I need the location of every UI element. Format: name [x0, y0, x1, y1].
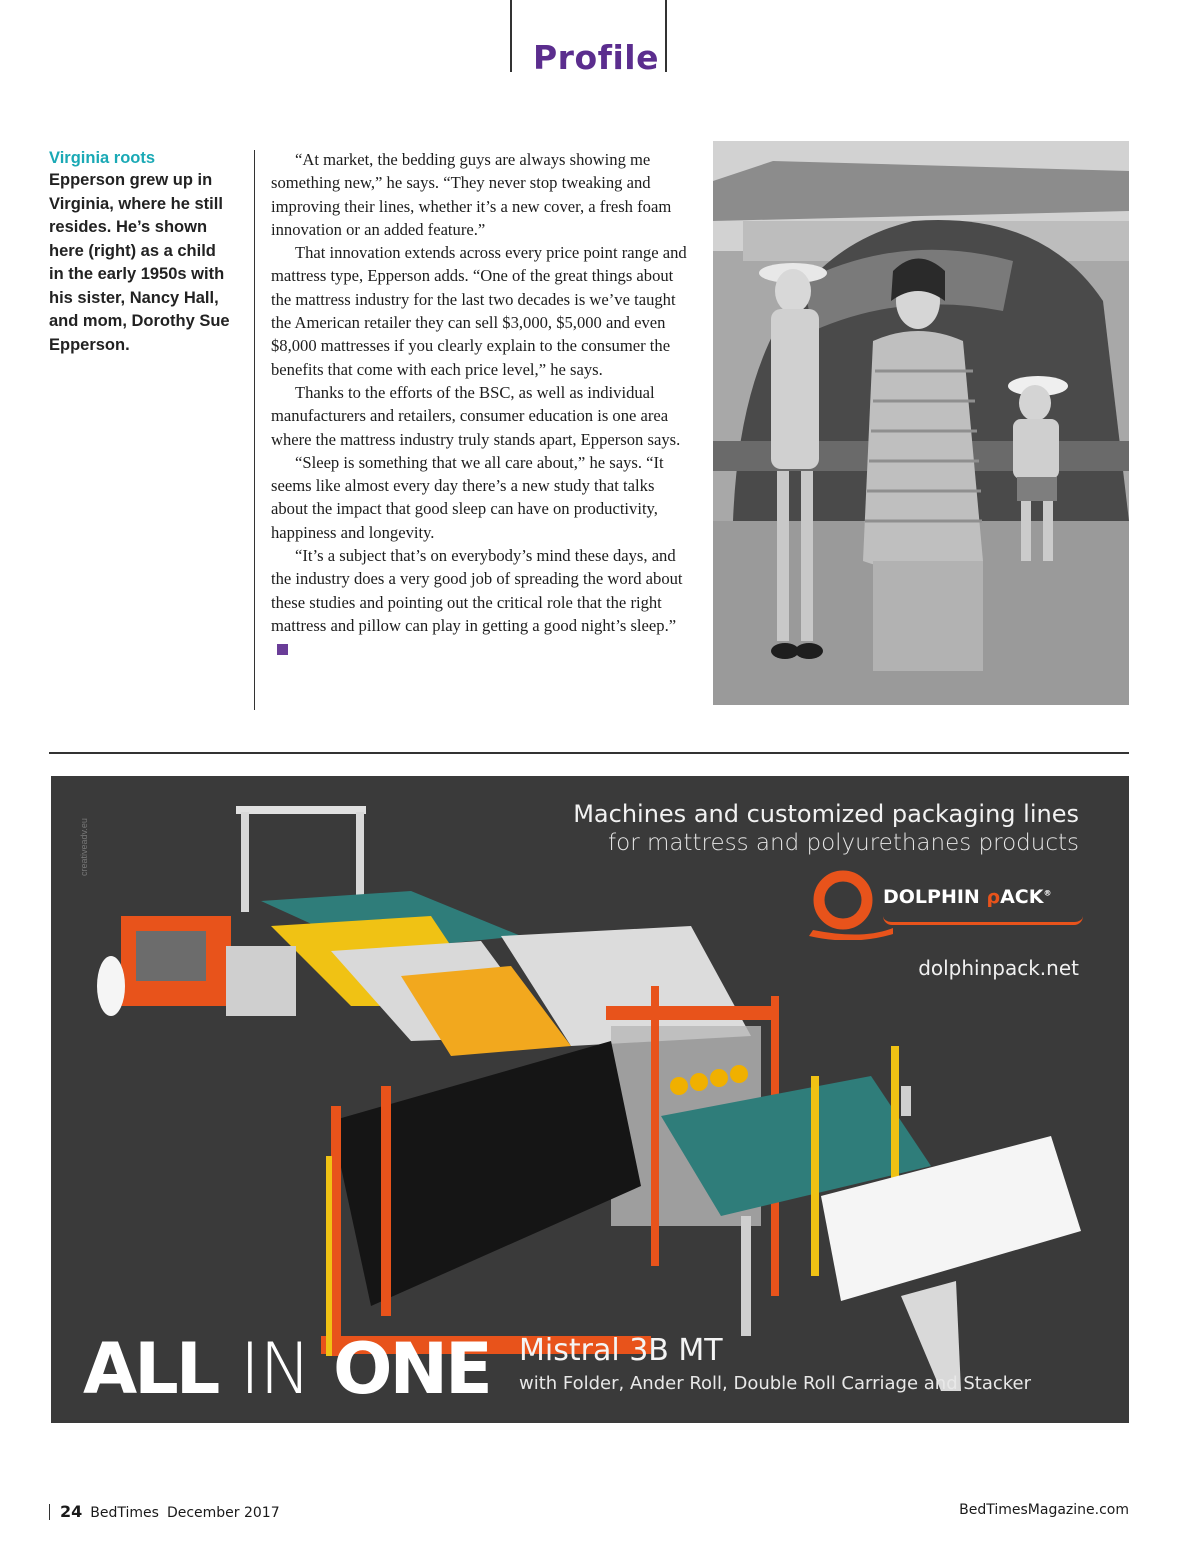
section-title: Profile	[533, 38, 659, 77]
column-divider	[254, 150, 255, 710]
end-of-story-mark	[277, 644, 288, 655]
issue-date: December 2017	[166, 1505, 280, 1521]
advertisement	[51, 776, 1129, 1423]
header-rule-right	[665, 0, 667, 72]
header-rule-left	[510, 0, 512, 72]
section-divider	[49, 752, 1129, 754]
tagline-one: ONE	[332, 1328, 490, 1410]
logo-word-pack: ACK	[1000, 886, 1044, 908]
photo-caption	[49, 147, 235, 357]
machine-roll-carriage	[321, 1041, 651, 1356]
footer-rule	[49, 1504, 50, 1520]
ad-website: dolphinpack.net	[918, 956, 1079, 980]
tagline-in: IN	[239, 1328, 311, 1410]
photo-illustration	[713, 141, 1129, 705]
article-paragraph-last	[271, 544, 691, 660]
family-photo	[713, 141, 1129, 705]
ad-subheadline: for mattress and polyurethanes products	[608, 830, 1079, 856]
article-paragraph-text: “It’s a subject that’s on everybody’s mind these days, and the industry does a very good job of spreading the word about these studies and pointing out the critical role that the right mattress and pillow can play in getting a good night’s sleep.”	[271, 546, 683, 635]
caption-text: Epperson grew up in Virginia, where he still resides. He’s shown here (right) as a child in the early 1950s with his sister, Nancy Hall, and mom, Dorothy Sue Epperson.	[49, 171, 230, 354]
packaging-machine-illustration	[51, 776, 1129, 1423]
page-footer-left	[49, 1502, 280, 1521]
tagline-all: ALL	[83, 1328, 218, 1410]
logo-word-dolphin: DOLPHIN	[883, 886, 980, 908]
ad-headline: Machines and customized packaging lines	[573, 800, 1079, 828]
ad-model-name: Mistral 3B MT	[519, 1333, 723, 1368]
machine-upper-line	[97, 806, 571, 1056]
caption-title: Virginia roots	[49, 149, 156, 167]
dolphin-pack-logo: DOLPHIN ρACK®	[803, 870, 1103, 940]
article-body	[271, 148, 691, 661]
magazine-name: BedTimes	[90, 1505, 159, 1521]
article-paragraph: Thanks to the efforts of the BSC, as well as individual manufacturers and retailers, consumer education is one area where the mattress industry truly stands apart, Epperson says.	[271, 382, 681, 449]
ad-agency-credit: creativeadv.eu	[79, 818, 89, 876]
article-paragraph: “At market, the bedding guys are always showing me something new,” he says. “They never stop tweaking and improving their lines, whether it’s a new cover, a fresh foam innovation or an added feature.”	[271, 150, 672, 239]
magazine-website: BedTimesMagazine.com	[959, 1502, 1129, 1518]
ad-model-description: with Folder, Ander Roll, Double Roll Carriage and Stacker	[519, 1373, 1032, 1394]
page-number: 24	[60, 1502, 83, 1521]
article-paragraph: That innovation extends across every price point range and mattress type, Epperson adds. “One of the great things about the mattress industry for the last two decades is we’ve taught the American retailer they can sell $3,000, $5,000 and even $8,000 mattresses if you clearly explain to the consumer the benefits that come with each price level,” he says.	[271, 243, 687, 379]
ad-tagline	[83, 1328, 490, 1410]
article-paragraph: “Sleep is something that we all care about,” he says. “It seems like almost every day there’s a new study that talks about the impact that good sleep can have on productivity, happiness and longevity.	[271, 452, 664, 542]
